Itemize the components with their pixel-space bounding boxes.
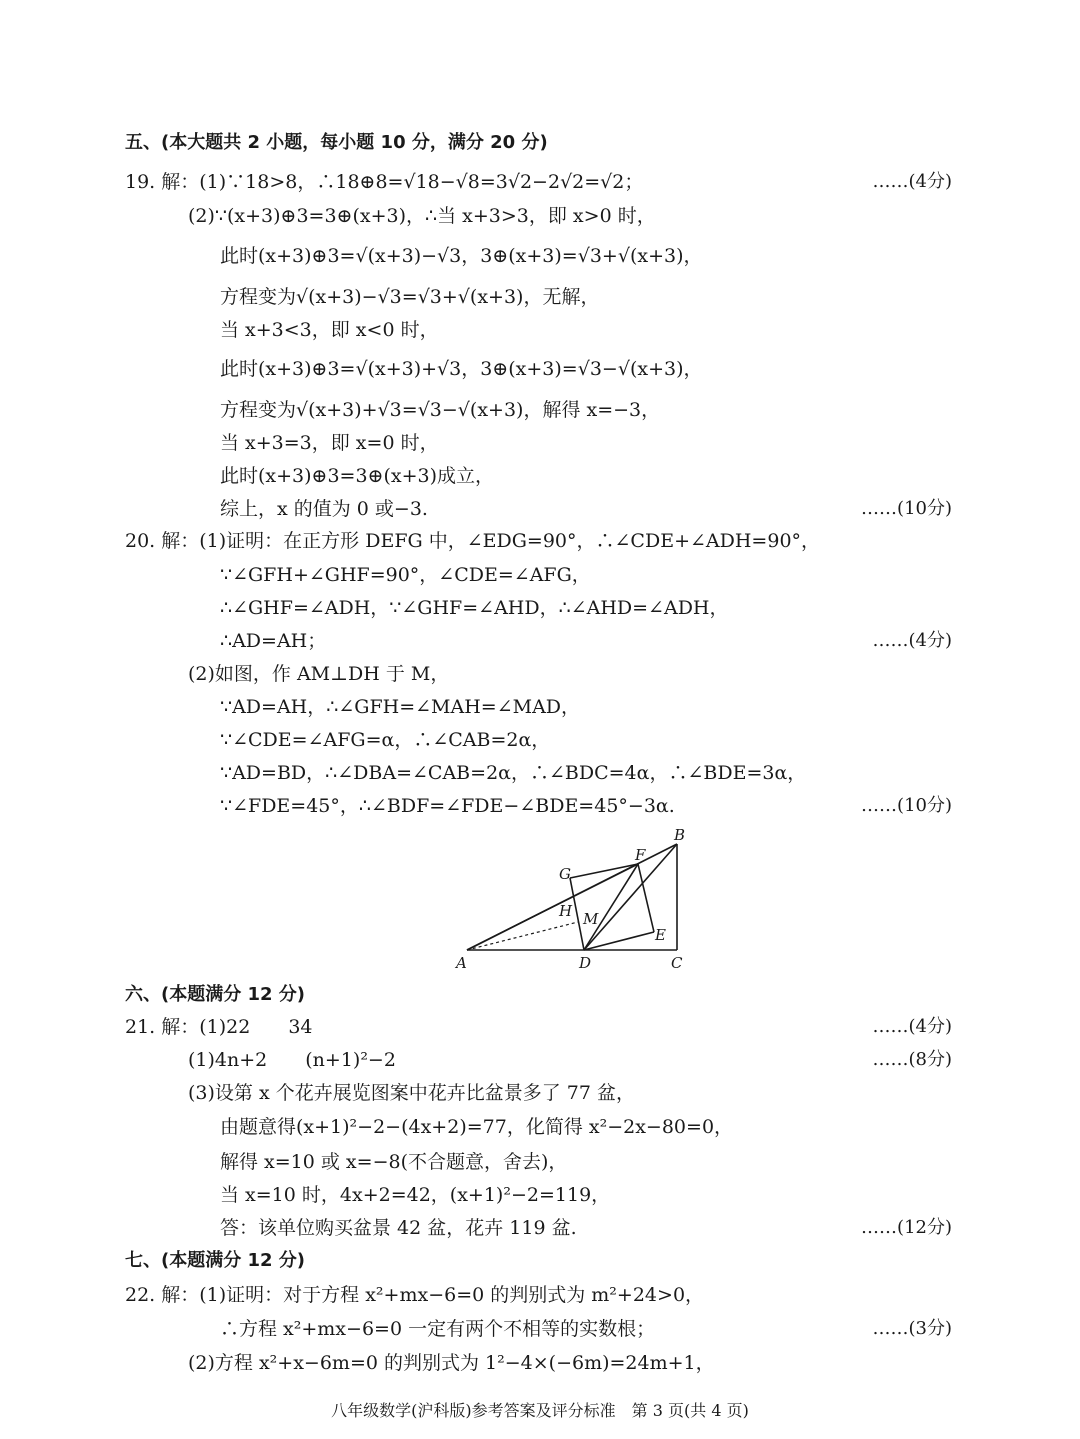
score-marker: ……(3分) — [872, 1318, 952, 1339]
answer-line: (2)如图，作 AM⊥DH 于 M， — [188, 663, 450, 685]
label-A: A — [456, 954, 467, 972]
answer-line: ∵AD=BD，∴∠DBA=∠CAB=2α，∴∠BDC=4α，∴∠BDE=3α， — [220, 762, 807, 784]
answer-line: (2)方程 x²+x−6m=0 的判别式为 1²−4×(−6m)=24m+1， — [188, 1352, 715, 1374]
score-marker: ……(4分) — [872, 630, 952, 651]
answer-line: 当 x=10 时，4x+2=42，(x+1)²−2=119， — [220, 1184, 611, 1206]
answer-line: (1)4n+2 (n+1)²−2 — [188, 1049, 396, 1071]
label-E: E — [655, 926, 666, 944]
answer-line: 方程变为√(x+3)+√3=√3−√(x+3)，解得 x=−3， — [220, 399, 661, 421]
label-D: D — [579, 954, 592, 972]
segment-FE — [638, 864, 654, 932]
segment-GF — [570, 864, 638, 878]
answer-line: 此时(x+3)⊕3=3⊕(x+3)成立， — [220, 465, 495, 487]
answer-line: ∵AD=AH，∴∠GFH=∠MAH=∠MAD， — [220, 696, 581, 718]
answer-line: 答：该单位购买盆景 42 盆，花卉 119 盆. — [220, 1217, 577, 1239]
answer-line: 解得 x=10 或 x=−8(不合题意，舍去)， — [220, 1151, 568, 1173]
geometry-figure — [450, 822, 700, 972]
answer-line: 综上，x 的值为 0 或−3. — [220, 498, 428, 520]
section-heading: 七、(本题满分 12 分) — [125, 1250, 306, 1271]
answer-line: 方程变为√(x+3)−√3=√3+√(x+3)，无解， — [220, 286, 600, 308]
score-marker: ……(12分) — [861, 1217, 952, 1238]
score-marker: ……(4分) — [872, 1016, 952, 1037]
score-marker: ……(10分) — [861, 795, 952, 816]
answer-line: 当 x+3=3，即 x=0 时， — [220, 432, 439, 454]
label-G: G — [559, 865, 571, 883]
answer-line: ∵∠GFH+∠GHF=90°，∠CDE=∠AFG， — [220, 564, 591, 586]
answer-line: (2)∵(x+3)⊕3=3⊕(x+3)，∴当 x+3>3，即 x>0 时， — [188, 205, 656, 227]
section-heading: 六、(本题满分 12 分) — [125, 984, 306, 1005]
answer-line: ∴方程 x²+mx−6=0 一定有两个不相等的实数根； — [220, 1318, 656, 1340]
answer-line: 由题意得(x+1)²−2−(4x+2)=77，化简得 x²−2x−80=0， — [220, 1116, 734, 1138]
answer-line: (3)设第 x 个花卉展览图案中花卉比盆景多了 77 盆， — [188, 1082, 635, 1104]
segment-AM — [467, 922, 578, 950]
answer-line: 此时(x+3)⊕3=√(x+3)−√3，3⊕(x+3)=√3+√(x+3)， — [220, 245, 703, 267]
answer-line: ∴AD=AH； — [220, 630, 327, 652]
answer-line: 21. 解：(1)22 34 — [125, 1016, 313, 1038]
segment-DG — [570, 878, 584, 950]
label-B: B — [674, 826, 686, 844]
answer-line: ∵∠FDE=45°，∴∠BDF=∠FDE−∠BDE=45°−3α. — [220, 795, 675, 817]
answer-line: 22. 解：(1)证明：对于方程 x²+mx−6=0 的判别式为 m²+24>0， — [125, 1284, 705, 1306]
label-C: C — [671, 954, 683, 972]
page-footer: 八年级数学(沪科版)参考答案及评分标准 第 3 页(共 4 页) — [331, 1401, 749, 1420]
section-heading: 五、(本大题共 2 小题，每小题 10 分，满分 20 分) — [125, 132, 548, 153]
answer-line: 20. 解：(1)证明：在正方形 DEFG 中，∠EDG=90°，∴∠CDE+∠ADH=90°， — [125, 530, 821, 552]
score-marker: ……(8分) — [872, 1049, 952, 1070]
label-F: F — [635, 846, 646, 864]
score-marker: ……(10分) — [861, 498, 952, 519]
label-M: M — [583, 910, 599, 928]
label-H: H — [559, 902, 573, 920]
answer-line: 此时(x+3)⊕3=√(x+3)+√3，3⊕(x+3)=√3−√(x+3)， — [220, 358, 703, 380]
answer-line: ∴∠GHF=∠ADH，∵∠GHF=∠AHD，∴∠AHD=∠ADH， — [220, 597, 729, 619]
answer-line: 19. 解：(1)∵18>8，∴18⊕8=√18−√8=3√2−2√2=√2； — [125, 171, 644, 193]
segment-AF — [467, 864, 638, 950]
answer-line: ∵∠CDE=∠AFG=α，∴∠CAB=2α， — [220, 729, 551, 751]
score-marker: ……(4分) — [872, 171, 952, 192]
answer-line: 当 x+3<3，即 x<0 时， — [220, 319, 439, 341]
